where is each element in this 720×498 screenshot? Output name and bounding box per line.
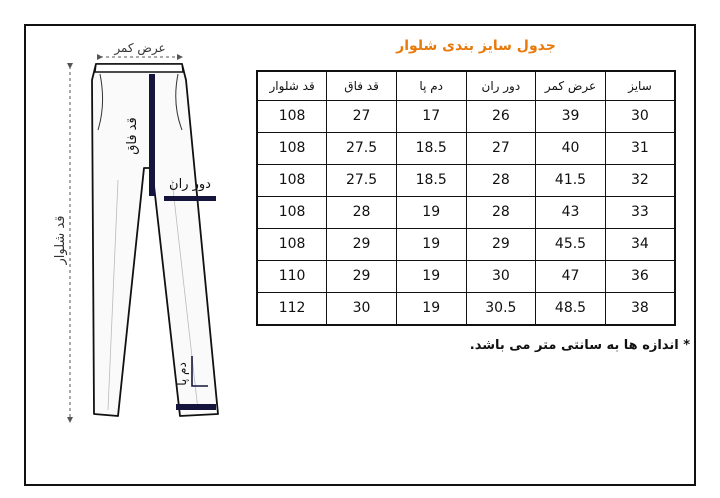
waist-label: عرض کمر [114,41,166,55]
cell-thigh: 30.5 [466,292,536,325]
table-row [257,228,675,260]
cell-thigh: 26 [466,101,536,133]
header-rise: قد فاق [327,71,397,101]
cell-waist: 47 [536,260,606,292]
thigh-label: دور ران [169,177,211,192]
cell-hem: 17 [396,101,466,133]
cell-rise: 30 [327,292,397,325]
table-row [257,260,675,292]
cell-size: 32 [605,164,675,196]
cell-thigh: 28 [466,196,536,228]
cell-size: 31 [605,132,675,164]
cell-hem: 19 [396,228,466,260]
cell-hem: 18.5 [396,164,466,196]
table-row [257,196,675,228]
cell-rise: 29 [327,260,397,292]
cell-waist: 40 [536,132,606,164]
cell-rise: 27 [327,101,397,133]
cell-length: 110 [257,260,327,292]
hem-marker [176,404,216,410]
cell-size: 33 [605,196,675,228]
cell-rise: 28 [327,196,397,228]
cell-waist: 48.5 [536,292,606,325]
header-thigh: دور ران [466,71,536,101]
hem-label: دم پا [175,362,189,386]
cell-rise: 29 [327,228,397,260]
cell-hem: 18.5 [396,132,466,164]
cell-waist: 41.5 [536,164,606,196]
size-table [256,70,676,326]
rise-label: قد فاق [125,117,140,155]
cell-rise: 27.5 [327,132,397,164]
table-row [257,164,675,196]
cell-waist: 43 [536,196,606,228]
cell-length: 108 [257,132,327,164]
cell-size: 38 [605,292,675,325]
table-row [257,132,675,164]
cell-length: 108 [257,196,327,228]
cell-thigh: 28 [466,164,536,196]
length-label: قد شلوار [53,215,68,265]
cell-waist: 39 [536,101,606,133]
cell-hem: 19 [396,196,466,228]
pants-diagram [40,30,240,430]
waistband [95,64,183,72]
thigh-marker [164,196,216,201]
cell-waist: 45.5 [536,228,606,260]
cell-size: 30 [605,101,675,133]
cell-size: 36 [605,260,675,292]
cell-thigh: 30 [466,260,536,292]
cell-thigh: 27 [466,132,536,164]
cell-hem: 19 [396,260,466,292]
table-row [257,101,675,133]
header-waist: عرض کمر [536,71,606,101]
table-row [257,292,675,325]
cell-hem: 19 [396,292,466,325]
cell-rise: 27.5 [327,164,397,196]
cell-thigh: 29 [466,228,536,260]
chart-title: جدول سایز بندی شلوار [396,38,556,54]
cell-length: 112 [257,292,327,325]
header-hem: دم پا [396,71,466,101]
cell-size: 34 [605,228,675,260]
cell-length: 108 [257,101,327,133]
rise-marker [149,74,155,196]
header-length: قد شلوار [257,71,327,101]
header-size: سایز [605,71,675,101]
units-note: * اندازه ها به سانتی متر می باشد. [469,338,690,353]
cell-length: 108 [257,164,327,196]
table-header-row [257,71,675,101]
cell-length: 108 [257,228,327,260]
